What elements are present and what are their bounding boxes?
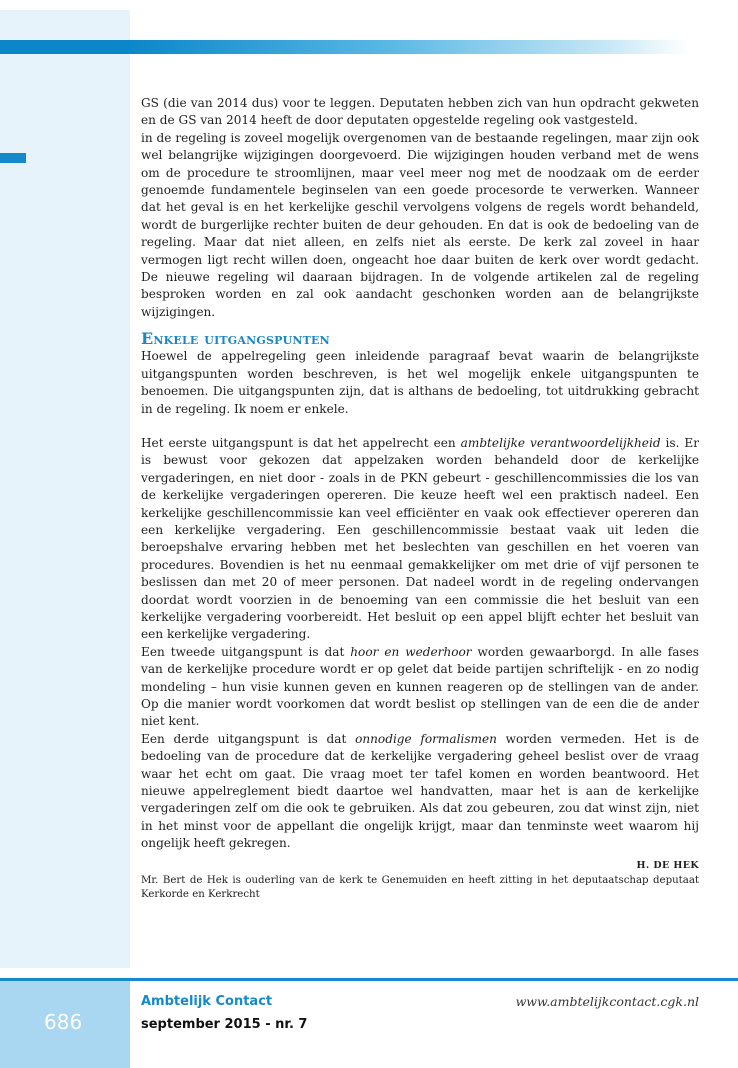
issue-label: september 2015 - nr. 7 — [141, 1017, 308, 1032]
top-gradient-bar — [0, 40, 690, 54]
page-number: 686 — [44, 1010, 83, 1034]
intro-paragraph-1: GS (die van 2014 dus) voor te leggen. Deputaten hebben zich van hun opdracht gekweten en de GS van 2014 heeft de door deputaten opgestelde regeling ook vastgesteld. — [141, 96, 699, 128]
text-run: Het eerste uitgangspunt is dat het appelrecht een — [141, 435, 461, 450]
third-principle-paragraph — [141, 731, 699, 853]
second-principle-paragraph — [141, 644, 699, 731]
left-accent-marker — [0, 153, 26, 163]
author-signature: H. DE HEK — [636, 859, 699, 871]
text-run: worden gewaarborgd. In alle fases van de kerkelijke procedure wordt er op gelet dat beide partijen schriftelijk - en zo nodig mondeling – hun visie kunnen geven en kunnen reageren op de stellingen van de ander. Op die manier wordt voorkomen dat wordt beslist op stellingen van de een die de ander niet kent. — [141, 644, 699, 729]
section-paragraph-1: Hoewel de appelregeling geen inleidende paragraaf bevat waarin de belangrijkste uitgangspunten worden beschreven, is het wel mogelijk enkele uitgangspunten te benoemen. Die uitgangspunten zijn, dat is althans de bedoeling, tot uitdrukking gebracht in de regeling. Ik noem er enkele. — [141, 349, 699, 416]
paragraph-gap — [141, 418, 699, 435]
text-run: Een tweede uitgangspunt is dat — [141, 644, 351, 659]
first-principle-paragraph — [141, 435, 699, 644]
emphasis-text: ambtelijke verantwoordelijkheid — [460, 435, 661, 450]
article-body — [141, 95, 699, 902]
text-run: is. Er is bewust voor gekozen dat appelzaken worden behandeld door de kerkelijke vergaderingen, en niet door - zoals in de PKN gebeurt - geschillencommissies die los van de kerkelijke vergaderingen opereren. Die keuze heeft wel een praktisch nadeel. Een kerkelijke geschillencommissie kan veel efficiënter en vaak ook effectiever opereren dan een kerkelijke vergadering. Een geschillencommissie bestaat vaak uit leden die beroepshalve ervaring hebben met het beslechten van geschillen en het voeren van procedures. Bovendien is het nu eenmaal gemakkelijker om met drie of vijf personen te beslissen dan met 20 of meer personen. Dat nadeel wordt in de regeling ondervangen doordat wordt voorzien in de benoeming van een commissie die het besluit van een kerkelijke vergadering voorbereidt. Het besluit op een appel blijft echter het besluit van een kerkelijke vergadering. — [141, 435, 699, 642]
author-footnote: Mr. Bert de Hek is ouderling van de kerk te Genemuiden en heeft zitting in het deputaatschap deputaat Kerkorde en Kerkrecht — [141, 875, 699, 901]
website-link[interactable]: www.ambtelijkcontact.cgk.nl — [515, 994, 699, 1009]
text-run: Een derde uitgangspunt is dat — [141, 731, 356, 746]
emphasis-text: onnodige formalismen — [355, 731, 497, 746]
emphasis-text: hoor en wederhoor — [350, 644, 472, 659]
magazine-title: Ambtelijk Contact — [141, 994, 273, 1009]
text-run: worden vermeden. Het is de bedoeling van de procedure dat de kerkelijke vergadering geheel beslist over de vraag waar het echt om gaat. Die vraag moet ter tafel komen en worden beantwoord. Het nieuwe appelreglement biedt daartoe wel handvatten, maar het is aan de kerkelijke vergaderingen zelf om die ook te gebruiken. Als dat zou gebeuren, zou dat winst zijn, niet in het minst voor de appellant die ongelijk krijgt, maar dan tenminste weet waarom hij ongelijk heeft gekregen. — [141, 731, 699, 851]
section-heading: Enkele uitgangspunten — [141, 329, 330, 349]
intro-paragraph-2: in de regeling is zoveel mogelijk overgenomen van de bestaande regelingen, maar zijn ook wel belangrijke wijzigingen doorgevoerd. Die wijzigingen houden verband met de wens om de procedure te stroomlijnen, maar veel meer nog met de noodzaak om de eerder genoemde fundamentele beginselen van een goede procesorde te verwerken. Wanneer dat het geval is en het kerkelijke geschil vervolgens volgens de regels wordt behandeld, wordt de burgerlijke rechter buiten de deur gehouden. En dat is ook de bedoeling van de regeling. Maar dat niet alleen, en zelfs niet als eerste. De kerk zal zoveel in haar vermogen ligt recht willen doen, ongeacht hoe daar buiten de kerk over wordt gedacht. De nieuwe regeling wil daaraan bijdragen. In de volgende artikelen zal de regeling besproken worden en zal ook aandacht geschonken worden aan de belangrijkste wijzigingen. — [141, 130, 699, 319]
